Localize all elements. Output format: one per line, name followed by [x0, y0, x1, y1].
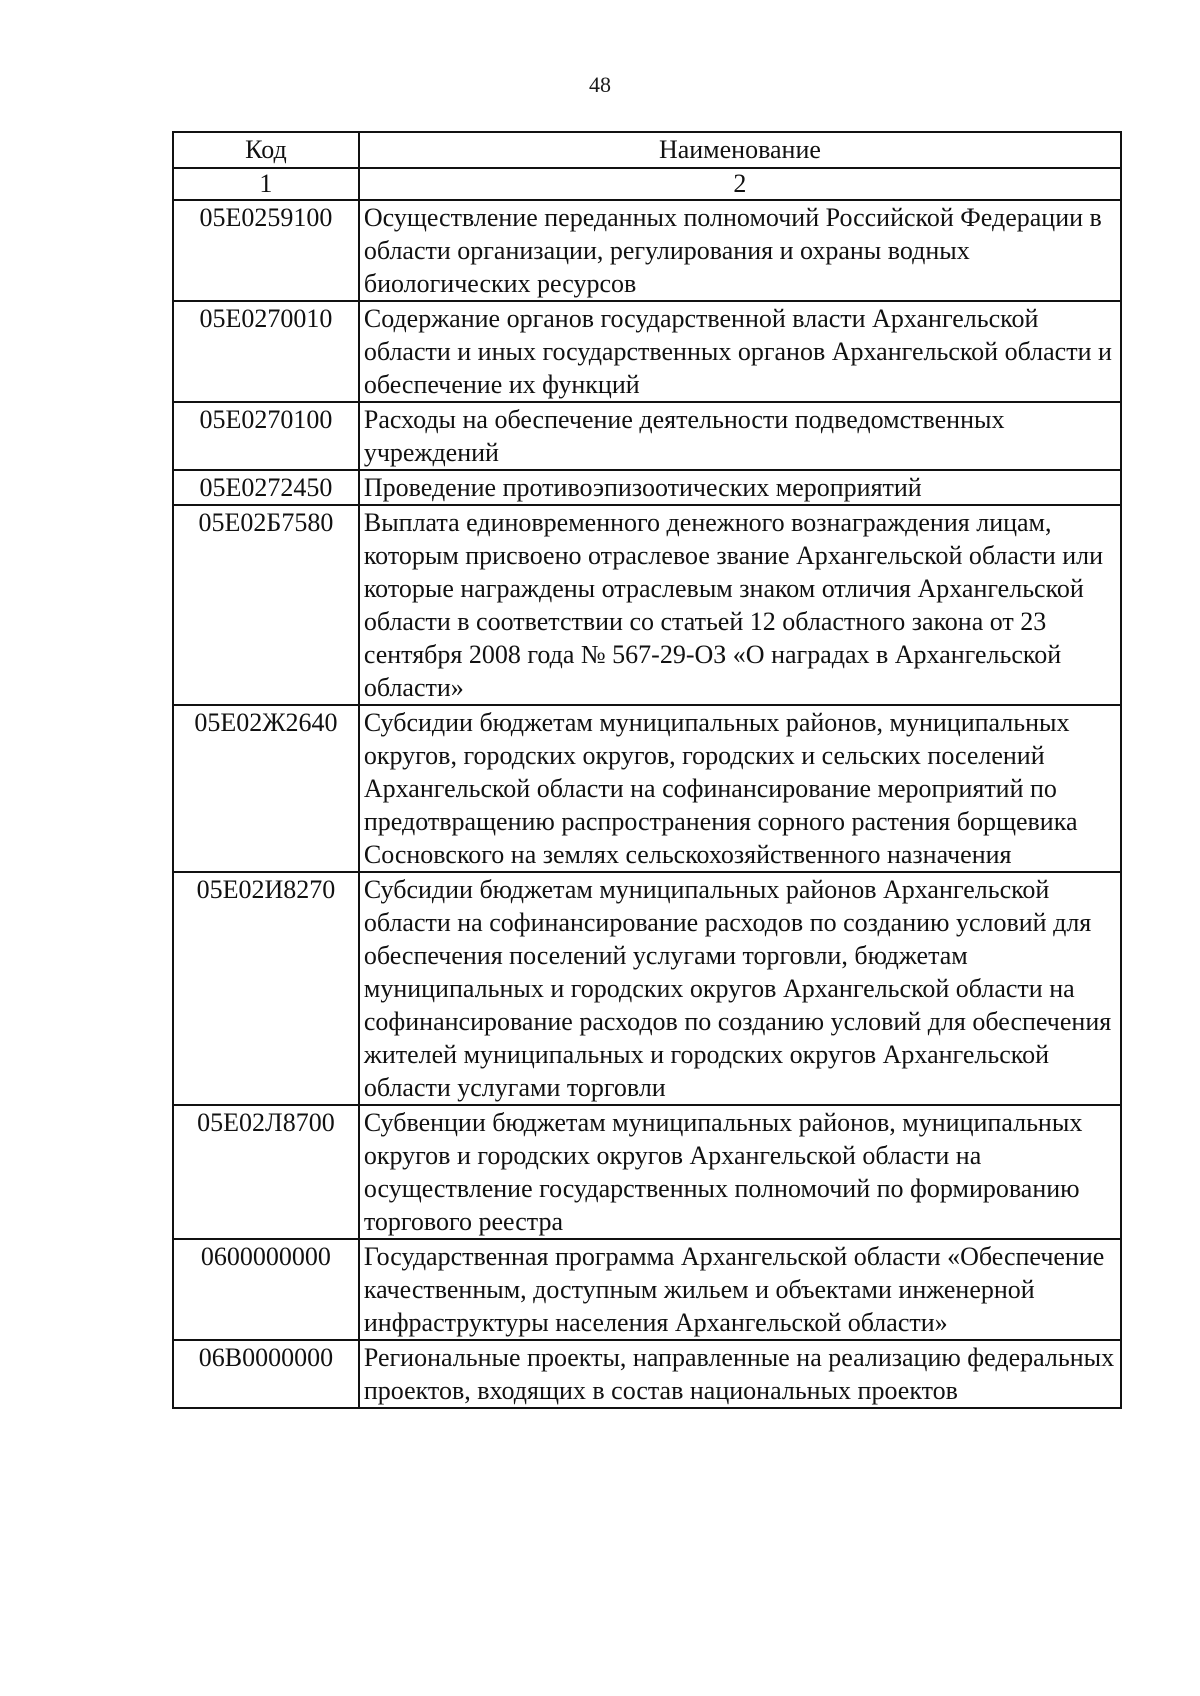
row-code: 05Е02Ж2640: [173, 705, 359, 872]
table-row: [173, 872, 1121, 1105]
row-name: Субвенции бюджетам муниципальных районов, муниципальных округов и городских округов Архангельской области на осуществление государственных полномочий по формированию торгового реестра: [359, 1105, 1121, 1239]
table-row: [173, 1340, 1121, 1408]
row-name: Региональные проекты, направленные на реализацию федеральных проектов, входящих в состав национальных проектов: [359, 1340, 1121, 1408]
table-row: [173, 1105, 1121, 1239]
row-code: 06В0000000: [173, 1340, 359, 1408]
table-row: [173, 200, 1121, 301]
row-code: 05Е02Б7580: [173, 505, 359, 705]
header-name: Наименование: [359, 132, 1121, 168]
row-name: Проведение противоэпизоотических мероприятий: [359, 470, 1121, 505]
page-number: 48: [589, 72, 611, 97]
row-name: Государственная программа Архангельской области «Обеспечение качественным, доступным жильем и объектами инженерной инфраструктуры населения Архангельской области»: [359, 1239, 1121, 1340]
row-name: Осуществление переданных полномочий Российской Федерации в области организации, регулирования и охраны водных биологических ресурсов: [359, 200, 1121, 301]
row-code: 05Е02Л8700: [173, 1105, 359, 1239]
table-row: [173, 301, 1121, 402]
row-code: 05Е0259100: [173, 200, 359, 301]
table-header-row: [173, 132, 1121, 168]
header-code: Код: [173, 132, 359, 168]
row-code: 05Е0272450: [173, 470, 359, 505]
budget-code-table: [172, 131, 1122, 1409]
row-code: 05Е0270010: [173, 301, 359, 402]
table-row: [173, 505, 1121, 705]
row-name: Субсидии бюджетам муниципальных районов, муниципальных округов, городских округов, городских и сельских поселений Архангельской области на софинансирование мероприятий по предотвращению распространения сорного растения борщевика Сосновского на землях сельскохозяйственного назначения: [359, 705, 1121, 872]
table-row: [173, 402, 1121, 470]
column-number-1: 1: [173, 168, 359, 200]
table-row: [173, 705, 1121, 872]
row-name: Содержание органов государственной власти Архангельской области и иных государственных органов Архангельской области и обеспечение их функций: [359, 301, 1121, 402]
column-number-2: 2: [359, 168, 1121, 200]
row-code: 0600000000: [173, 1239, 359, 1340]
row-name: Расходы на обеспечение деятельности подведомственных учреждений: [359, 402, 1121, 470]
table-row: [173, 1239, 1121, 1340]
table-row: [173, 470, 1121, 505]
row-name: Выплата единовременного денежного вознаграждения лицам, которым присвоено отраслевое звание Архангельской области или которые награждены отраслевым знаком отличия Архангельской области в соответствии со статьей 12 областного закона от 23 сентября 2008 года № 567-29-ОЗ «О наградах в Архангельской области»: [359, 505, 1121, 705]
row-code: 05Е02И8270: [173, 872, 359, 1105]
column-number-row: [173, 168, 1121, 200]
row-name: Субсидии бюджетам муниципальных районов Архангельской области на софинансирование расходов по созданию условий для обеспечения поселений услугами торговли, бюджетам муниципальных и городских округов Архангельской области на софинансирование расходов по созданию условий для обеспечения жителей муниципальных и городских округов Архангельской области услугами торговли: [359, 872, 1121, 1105]
row-code: 05Е0270100: [173, 402, 359, 470]
